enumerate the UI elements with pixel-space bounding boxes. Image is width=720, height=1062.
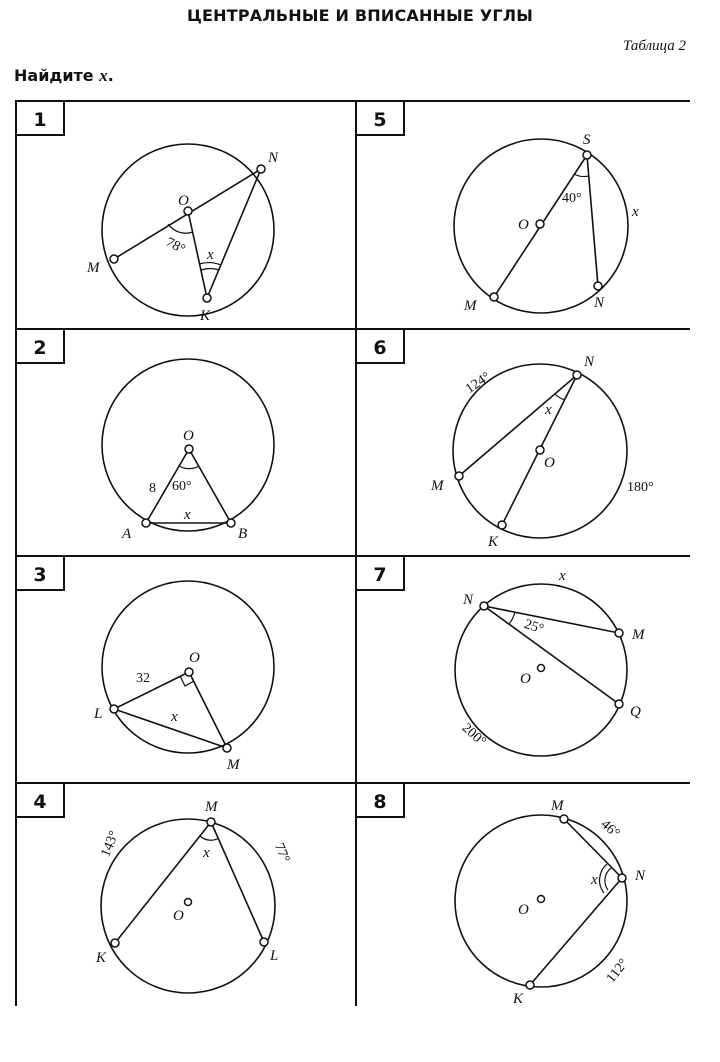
problem-2-label-a: A (122, 526, 132, 542)
problem-7-label-o: O (520, 671, 531, 687)
problem-2-number: 2 (33, 337, 47, 359)
problem-3-figure (93, 581, 274, 773)
problem-1-unknown: x (207, 247, 214, 263)
problem-1-number: 1 (33, 109, 47, 131)
problem-7-label-m: M (632, 627, 645, 643)
problem-6-number: 6 (373, 337, 387, 359)
problem-2-side: 8 (149, 481, 156, 496)
problem-8-label-o: O (518, 902, 529, 918)
problem-3-number-box (16, 556, 64, 590)
problem-7-arc: 200° (458, 720, 489, 750)
problem-2-label-o: O (183, 428, 194, 444)
problem-4-label-k: K (96, 950, 107, 966)
problem-4-arc2: 77° (270, 841, 293, 865)
problem-4-figure (95, 799, 292, 993)
problem-7-number: 7 (373, 564, 387, 586)
table-label: Таблица 2 (623, 38, 686, 54)
page-title: ЦЕНТРАЛЬНЫЕ И ВПИСАННЫЕ УГЛЫ (186, 6, 534, 25)
problem-1-label-o: O (178, 193, 189, 209)
problem-1-circle (102, 144, 274, 316)
problem-3-unknown: x (171, 709, 178, 725)
problem-2-figure (102, 359, 274, 542)
problem-5-label-m: M (464, 298, 477, 314)
problem-7-unknown: x (559, 568, 566, 584)
problem-8-figure (455, 798, 646, 1007)
problem-1-figure (86, 144, 279, 324)
problem-1-label-k: K (200, 308, 211, 324)
problem-8-label-m: M (551, 798, 564, 814)
problem-4-arc1: 143° (98, 828, 123, 860)
problem-8-unknown: x (591, 872, 598, 888)
problem-7-angle: 25° (522, 617, 546, 638)
problem-4-label-m: M (205, 799, 218, 815)
problem-2-number-box (16, 329, 64, 363)
problem-7-label-n: N (463, 592, 474, 608)
instruction-prefix: Найдите (14, 66, 100, 85)
problem-4-unknown: x (203, 845, 210, 861)
instruction-suffix: . (107, 66, 114, 85)
problem-4-label-l: L (270, 948, 279, 964)
problem-3-label-m: M (227, 757, 240, 773)
problem-6-arc1: 124° (463, 369, 494, 397)
problem-5-unknown: x (632, 204, 639, 220)
problem-2-label-b: B (238, 526, 248, 542)
problem-6-number-box (356, 329, 404, 363)
problem-4-label-o: O (173, 908, 184, 924)
problem-5-label-o: O (518, 217, 529, 233)
problem-1-label-m: M (87, 260, 100, 276)
problem-7-number-box (356, 556, 404, 590)
problem-6-figure (430, 354, 654, 550)
problem-8-number: 8 (373, 791, 387, 813)
problem-6-label-m: M (431, 478, 444, 494)
problem-3-number: 3 (33, 564, 47, 586)
problem-1-number-box (16, 101, 64, 135)
instruction-variable: x (99, 66, 108, 85)
problem-5-number-box (356, 101, 404, 135)
problem-6-label-k: K (488, 534, 499, 550)
problem-7-label-q: Q (630, 704, 641, 720)
problem-8-number-box (356, 783, 404, 817)
problem-3-circle (102, 581, 274, 753)
problem-5-figure (454, 132, 639, 314)
problem-2-unknown: x (184, 507, 191, 523)
problem-1-label-n: N (268, 150, 279, 166)
problem-3-label-o: O (189, 650, 200, 666)
problem-5-label-s: S (583, 132, 591, 148)
problem-8-label-n: N (635, 868, 646, 884)
problem-5-angle: 40° (562, 191, 582, 206)
problem-7-figure (455, 568, 646, 756)
problem-2-angle: 60° (172, 479, 192, 494)
problem-5-label-n: N (594, 295, 605, 311)
problem-6-arc2: 180° (627, 480, 654, 495)
problem-1-angle: 78° (163, 235, 188, 258)
problem-3-side: 32 (136, 671, 150, 686)
problem-8-label-k: K (513, 991, 524, 1007)
problem-4-number: 4 (33, 791, 47, 813)
problem-6-label-o: O (544, 455, 555, 471)
problem-8-arc1: 46° (597, 817, 623, 842)
problem-4-number-box (16, 783, 64, 817)
problem-6-unknown: x (545, 402, 552, 418)
problem-5-number: 5 (373, 109, 387, 131)
problem-6-label-n: N (584, 354, 595, 370)
problem-3-label-l: L (94, 706, 103, 722)
problem-8-arc2: 112° (603, 956, 632, 986)
